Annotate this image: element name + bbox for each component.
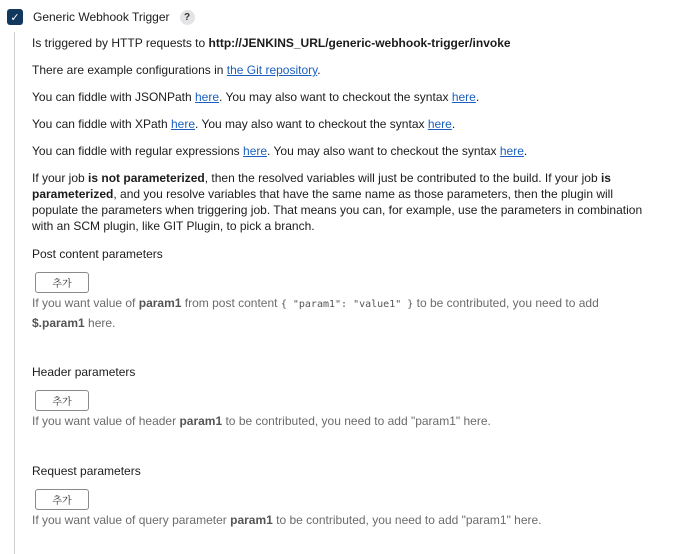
post-content-hint: If you want value of param1 from post content { "param1": "value1" } to be contributed, you need to add $.param1 here.	[32, 296, 599, 330]
header-params-hint: If you want value of header param1 to be contributed, you need to add "param1" here.	[32, 414, 491, 428]
git-repository-link[interactable]: the Git repository	[226, 63, 318, 77]
header-params-label: Header parameters	[32, 365, 136, 379]
section-divider	[14, 32, 15, 554]
trigger-checkbox[interactable]	[7, 9, 23, 25]
xpath-syntax-link[interactable]: here	[427, 117, 452, 131]
regex-fiddle-link[interactable]: here	[243, 144, 268, 158]
request-params-hint: If you want value of query parameter param1 to be contributed, you need to add "param1" here.	[32, 513, 542, 527]
request-params-label: Request parameters	[32, 464, 141, 478]
regex-line: You can fiddle with regular expressions here. You may also want to checkout the syntax here.	[32, 144, 528, 158]
post-content-label: Post content parameters	[32, 247, 163, 261]
request-params-add-button[interactable]: 추가	[35, 489, 89, 510]
help-icon[interactable]: ?	[180, 10, 195, 25]
post-content-code: { "param1": "value1" }	[280, 299, 414, 310]
example-line: There are example configurations in the Git repository.	[32, 63, 321, 77]
trigger-title: Generic Webhook Trigger	[33, 10, 170, 24]
jsonpath-syntax-link[interactable]: here	[451, 90, 476, 104]
trigger-url: http://JENKINS_URL/generic-webhook-trigger/invoke	[208, 36, 511, 50]
jsonpath-line: You can fiddle with JSONPath here. You may also want to checkout the syntax here.	[32, 90, 480, 104]
header-params-add-button[interactable]: 추가	[35, 390, 89, 411]
jsonpath-fiddle-link[interactable]: here	[194, 90, 220, 104]
trigger-line: Is triggered by HTTP requests to http://JENKINS_URL/generic-webhook-trigger/invoke	[32, 36, 511, 50]
description	[32, 35, 672, 245]
xpath-line: You can fiddle with XPath here. You may also want to checkout the syntax here.	[32, 117, 456, 131]
xpath-fiddle-link[interactable]: here	[170, 117, 196, 131]
post-content-add-button[interactable]: 추가	[35, 272, 89, 293]
trigger-header	[7, 8, 195, 26]
check-icon: ✓	[10, 11, 20, 24]
regex-syntax-link[interactable]: here	[499, 144, 524, 158]
parameterized-paragraph: If your job is not parameterized, then the resolved variables will just be contributed to the build. If your job is parameterized, and you resolve variables that have the same name as those parameters, then the plugin will populate the parameters when triggering job. That means you can, for example, use the parameters in combination with an SCM plugin, like GIT Plugin, to pick a branch.	[32, 171, 643, 233]
